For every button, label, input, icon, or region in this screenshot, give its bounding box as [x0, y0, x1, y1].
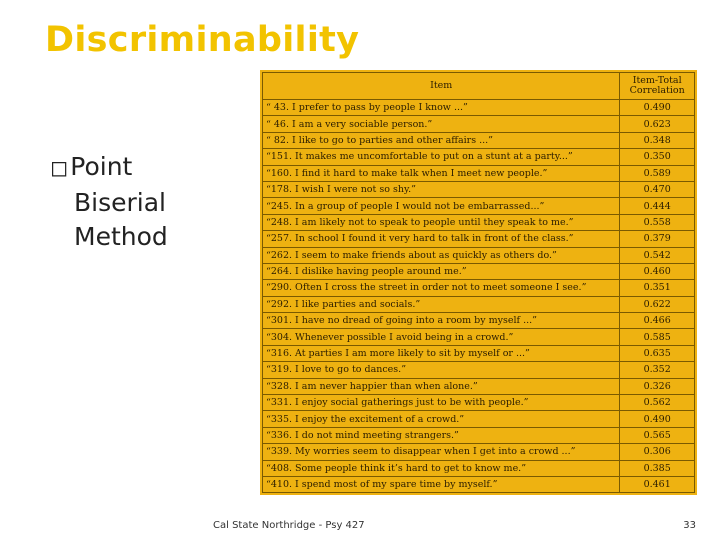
correlation-cell: 0.461	[620, 476, 695, 492]
table-row	[263, 280, 695, 296]
item-text-cell: “319. I love to go to dances.”	[263, 362, 620, 378]
item-text-cell: “ 43. I prefer to pass by people I know ...”	[263, 100, 620, 116]
table-row	[263, 214, 695, 230]
bullet-line-2: Biserial	[74, 188, 166, 217]
correlation-cell: 0.350	[620, 149, 695, 165]
item-text-cell: “ 46. I am a very sociable person.”	[263, 116, 620, 132]
item-text-cell: “331. I enjoy social gatherings just to be with people.”	[263, 395, 620, 411]
correlation-cell: 0.542	[620, 247, 695, 263]
item-text-cell: “151. It makes me uncomfortable to put on a stunt at a party...”	[263, 149, 620, 165]
table-row	[263, 411, 695, 427]
slide-title: Discriminability	[45, 20, 360, 60]
item-text-cell: “ 82. I like to go to parties and other affairs ...”	[263, 132, 620, 148]
table-body	[263, 100, 695, 493]
table-row	[263, 378, 695, 394]
item-text-cell: “410. I spend most of my spare time by myself.”	[263, 476, 620, 492]
correlation-cell: 0.562	[620, 395, 695, 411]
item-text-cell: “262. I seem to make friends about as quickly as others do.”	[263, 247, 620, 263]
table-row	[263, 247, 695, 263]
table-row	[263, 345, 695, 361]
table-row	[263, 313, 695, 329]
item-text-cell: “316. At parties I am more likely to sit by myself or ...”	[263, 345, 620, 361]
table-row	[263, 116, 695, 132]
item-text-cell: “264. I dislike having people around me.”	[263, 263, 620, 279]
correlation-cell: 0.470	[620, 181, 695, 197]
correlation-cell: 0.585	[620, 329, 695, 345]
item-text-cell: “336. I do not mind meeting strangers.”	[263, 427, 620, 443]
item-text-cell: “301. I have no dread of going into a room by myself ...”	[263, 313, 620, 329]
correlation-cell: 0.623	[620, 116, 695, 132]
header-correlation: Item-Total Correlation	[620, 73, 695, 100]
table-row	[263, 329, 695, 345]
table-row	[263, 444, 695, 460]
table-row	[263, 427, 695, 443]
correlation-cell: 0.466	[620, 313, 695, 329]
item-text-cell: “339. My worries seem to disappear when I get into a crowd ...”	[263, 444, 620, 460]
table-row	[263, 231, 695, 247]
item-text-cell: “408. Some people think it’s hard to get to know me.”	[263, 460, 620, 476]
footer-text: Cal State Northridge - Psy 427	[213, 520, 365, 531]
correlation-cell: 0.379	[620, 231, 695, 247]
correlation-cell: 0.385	[620, 460, 695, 476]
table-row	[263, 100, 695, 116]
header-item: Item	[263, 73, 620, 100]
table-row	[263, 149, 695, 165]
item-text-cell: “335. I enjoy the excitement of a crowd.”	[263, 411, 620, 427]
item-text-cell: “160. I find it hard to make talk when I meet new people.”	[263, 165, 620, 181]
correlation-cell: 0.351	[620, 280, 695, 296]
table-row	[263, 263, 695, 279]
item-text-cell: “328. I am never happier than when alone.”	[263, 378, 620, 394]
page-number: 33	[683, 520, 696, 531]
item-text-cell: “290. Often I cross the street in order not to meet someone I see.”	[263, 280, 620, 296]
table-row	[263, 181, 695, 197]
item-correlation-table	[262, 72, 695, 493]
item-correlation-table-container	[260, 70, 697, 495]
bullet-line-3: Method	[74, 222, 168, 251]
item-text-cell: “292. I like parties and socials.”	[263, 296, 620, 312]
correlation-cell: 0.589	[620, 165, 695, 181]
table-row	[263, 395, 695, 411]
item-text-cell: “304. Whenever possible I avoid being in a crowd.”	[263, 329, 620, 345]
bullet-box-icon: ◻	[50, 156, 69, 181]
correlation-cell: 0.460	[620, 263, 695, 279]
correlation-cell: 0.444	[620, 198, 695, 214]
table-row	[263, 296, 695, 312]
correlation-cell: 0.306	[620, 444, 695, 460]
table-row	[263, 476, 695, 492]
correlation-cell: 0.622	[620, 296, 695, 312]
correlation-cell: 0.348	[620, 132, 695, 148]
table-row	[263, 460, 695, 476]
table-row	[263, 165, 695, 181]
correlation-cell: 0.326	[620, 378, 695, 394]
correlation-cell: 0.490	[620, 411, 695, 427]
table-row	[263, 198, 695, 214]
correlation-cell: 0.558	[620, 214, 695, 230]
bullet-point	[50, 150, 168, 254]
correlation-cell: 0.565	[620, 427, 695, 443]
table-header-row	[263, 73, 695, 100]
item-text-cell: “257. In school I found it very hard to talk in front of the class.”	[263, 231, 620, 247]
table-row	[263, 132, 695, 148]
item-text-cell: “248. I am likely not to speak to people until they speak to me.”	[263, 214, 620, 230]
item-text-cell: “178. I wish I were not so shy.”	[263, 181, 620, 197]
correlation-cell: 0.490	[620, 100, 695, 116]
item-text-cell: “245. In a group of people I would not be embarrassed...”	[263, 198, 620, 214]
correlation-cell: 0.635	[620, 345, 695, 361]
table-row	[263, 362, 695, 378]
bullet-line-1: Point	[70, 152, 133, 181]
correlation-cell: 0.352	[620, 362, 695, 378]
